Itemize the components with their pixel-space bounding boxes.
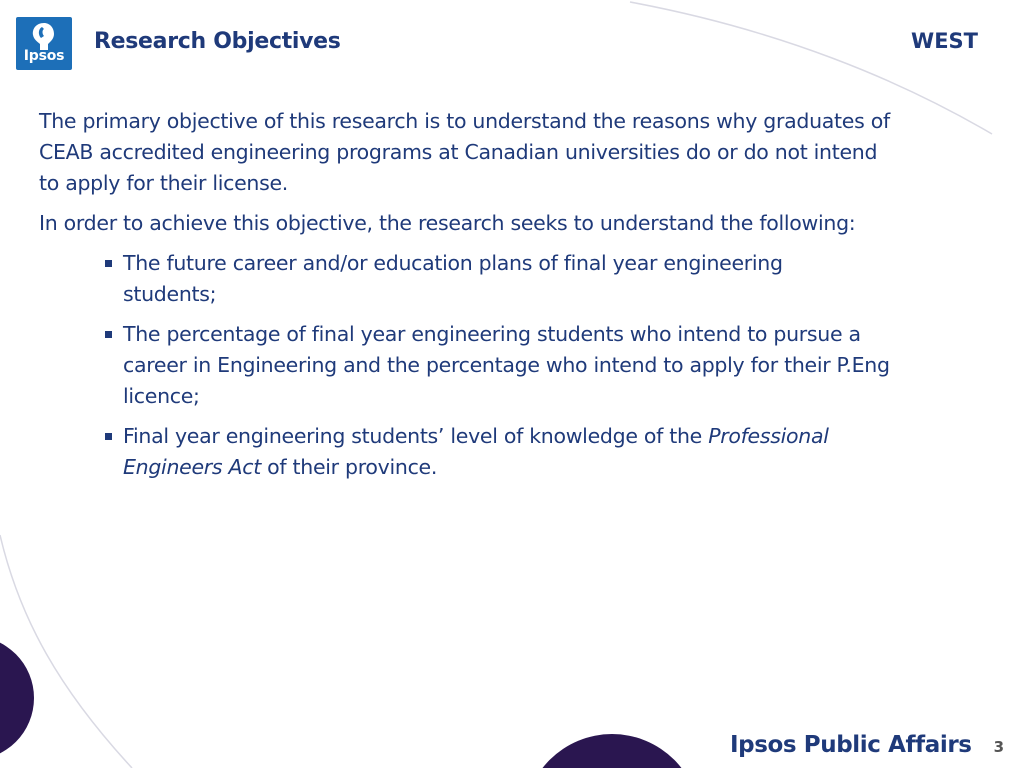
decor-arc-left xyxy=(0,535,132,768)
decor-circle-left xyxy=(0,636,34,760)
bullet-text-after: of their province. xyxy=(260,455,438,479)
footer-brand: Ipsos Public Affairs xyxy=(730,732,972,758)
list-item xyxy=(123,248,843,310)
page-number: 3 xyxy=(993,738,1004,756)
bullet-text: The percentage of final year engineering students who intend to pursue a career in Engineering and the percentage who intend to apply for their P.Eng licence; xyxy=(123,322,890,408)
list-item xyxy=(123,319,903,412)
list-item xyxy=(123,421,873,483)
logo-text: Ipsos xyxy=(23,48,65,64)
bullet-square-icon xyxy=(105,433,112,440)
bullet-square-icon xyxy=(105,331,112,338)
page-title: Research Objectives xyxy=(94,29,341,54)
bullet-square-icon xyxy=(105,260,112,267)
bullet-text xyxy=(123,424,829,479)
ipsos-logo xyxy=(16,17,72,70)
approach-paragraph: In order to achieve this objective, the research seeks to understand the following: xyxy=(39,211,856,235)
slide-content xyxy=(39,106,909,492)
decor-circle-bottom xyxy=(524,734,700,768)
bullet-text-before: Final year engineering students’ level of knowledge of the xyxy=(123,424,709,448)
bullet-text: The future career and/or education plans of final year engineering students; xyxy=(123,251,783,306)
bullet-list xyxy=(39,248,909,483)
objective-paragraph: The primary objective of this research is to understand the reasons why graduates of CEAB accredited engineering programs at Canadian universities do or do not intend to apply for their license. xyxy=(39,109,890,195)
act-name: Professional Engineers Act xyxy=(123,424,829,479)
region-label: WEST xyxy=(911,29,978,53)
